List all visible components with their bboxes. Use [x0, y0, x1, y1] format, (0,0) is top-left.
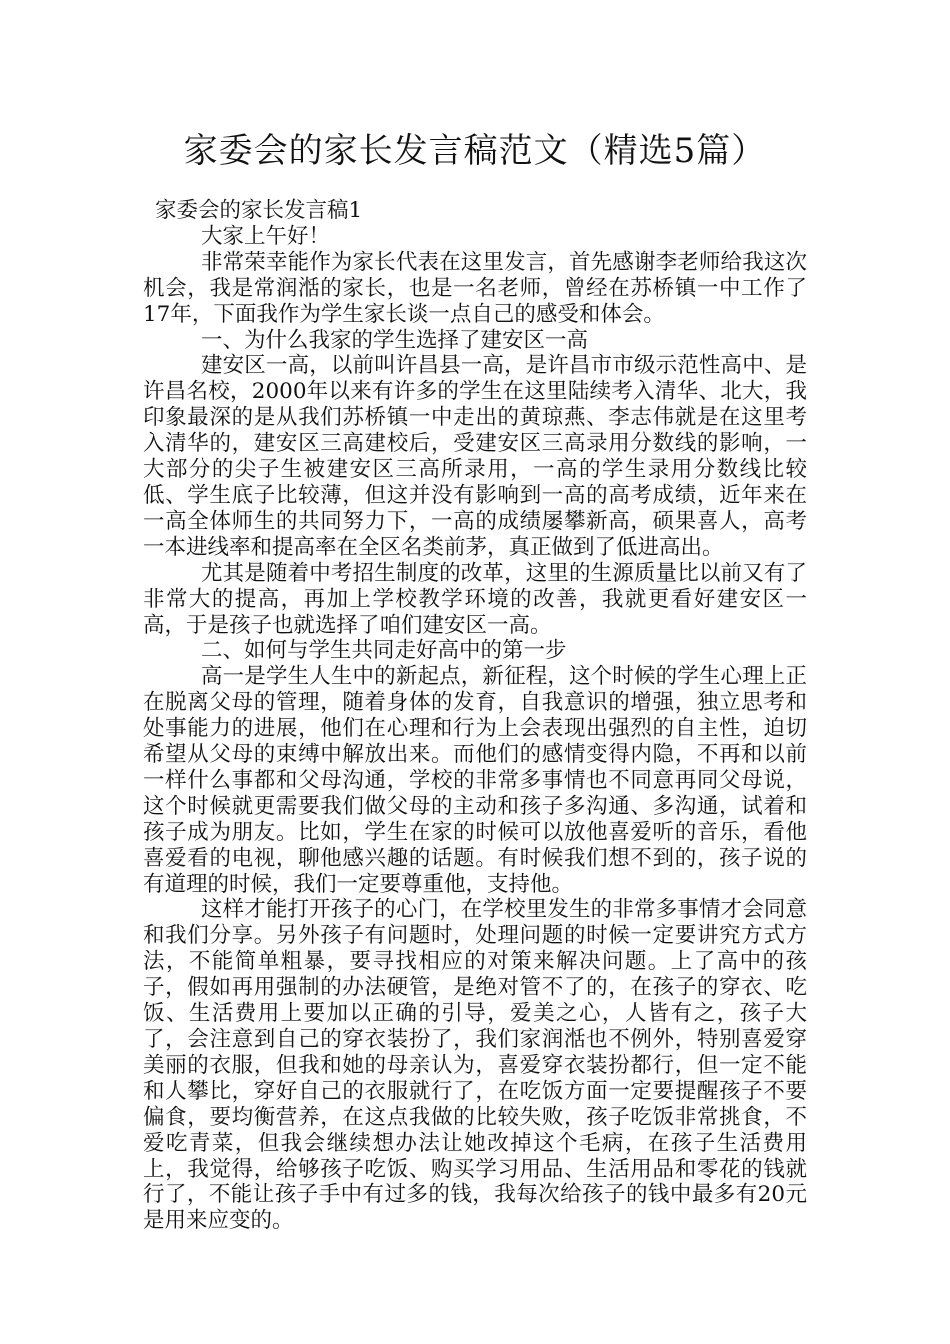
section-title: 家委会的家长发言稿1 — [155, 198, 363, 223]
paragraph-enrollment-reform: 尤其是随着中考招生制度的改革，这里的生源质量比以前又有了非常大的提高，再加上学校教学环境的改善，我就更看好建安区一高，于是孩子也就选择了咱们建安区一高。 — [143, 560, 807, 638]
paragraph-guidance: 这样才能打开孩子的心门，在学校里发生的非常多事情才会同意和我们分享。另外孩子有问题时，处理问题的时候一定要讲究方式方法，不能简单粗暴，要寻找相应的对策来解决问题。上了高中的孩子，假如再用强制的办法硬管，是绝对管不了的，在孩子的穿衣、吃饭、生活费用上要加以正确的引导，爱美之心，人皆有之，孩子大了，会注意到自己的穿衣装扮了，我们家润湉也不例外，特别喜爱穿美丽的衣服，但我和她的母亲认为，喜爱穿衣装扮都行，但一定不能和人攀比，穿好自己的衣服就行了，在吃饭方面一定要提醒孩子不要偏食，要均衡营养，在这点我做的比较失败，孩子吃饭非常挑食，不爱吃青菜，但我会继续想办法让她改掉这个毛病，在孩子生活费用上，我觉得，给够孩子吃饭、购买学习用品、生活用品和零花的钱就行了，不能让孩子手中有过多的钱，我每次给孩子的钱中最多有20元是用来应变的。 — [143, 897, 807, 1234]
document-body — [143, 198, 807, 1234]
paragraph-intro: 非常荣幸能作为家长代表在这里发言，首先感谢李老师给我这次机会，我是常润湉的家长，也是一名老师，曾经在苏桥镇一中工作了17年，下面我作为学生家长谈一点自己的感受和体会。 — [143, 249, 807, 327]
heading-first-step: 二、如何与学生共同走好高中的第一步 — [201, 638, 567, 664]
paragraph-communication: 高一是学生人生中的新起点，新征程，这个时候的学生心理上正在脱离父母的管理，随着身体的发育，自我意识的增强，独立思考和处事能力的进展，他们在心理和行为上会表现出强烈的自主性，迫切希望从父母的束缚中解放出来。而他们的感情变得内隐，不再和以前一样什么事都和父母沟通，学校的非常多事情也不同意再同父母说，这个时候就更需要我们做父母的主动和孩子多沟通、多沟通，试着和孩子成为朋友。比如，学生在家的时候可以放他喜爱听的音乐，看他喜爱看的电视，聊他感兴趣的话题。有时候我们想不到的，孩子说的有道理的时候，我们一定要尊重他，支持他。 — [143, 664, 807, 897]
paragraph-greeting: 大家上午好！ — [201, 223, 331, 249]
heading-why-school: 一、为什么我家的学生选择了建安区一高 — [201, 327, 589, 353]
document-title: 家委会的家长发言稿范文（精选5篇） — [183, 131, 767, 171]
paragraph-school-history: 建安区一高，以前叫许昌县一高，是许昌市市级示范性高中、是许昌名校，2000年以来有许多的学生在这里陆续考入清华、北大，我印象最深的是从我们苏桥镇一中走出的黄琼燕、李志伟就是在这里考入清华的，建安区三高建校后，受建安区三高录用分数线的影响，一大部分的尖子生被建安区三高所录用，一高的学生录用分数线比较低、学生底子比较薄，但这并没有影响到一高的高考成绩，近年来在一高全体师生的共同努力下，一高的成绩屡攀新高，硕果喜人，高考一本进线率和提高率在全区名类前茅，真正做到了低进高出。 — [143, 353, 807, 560]
